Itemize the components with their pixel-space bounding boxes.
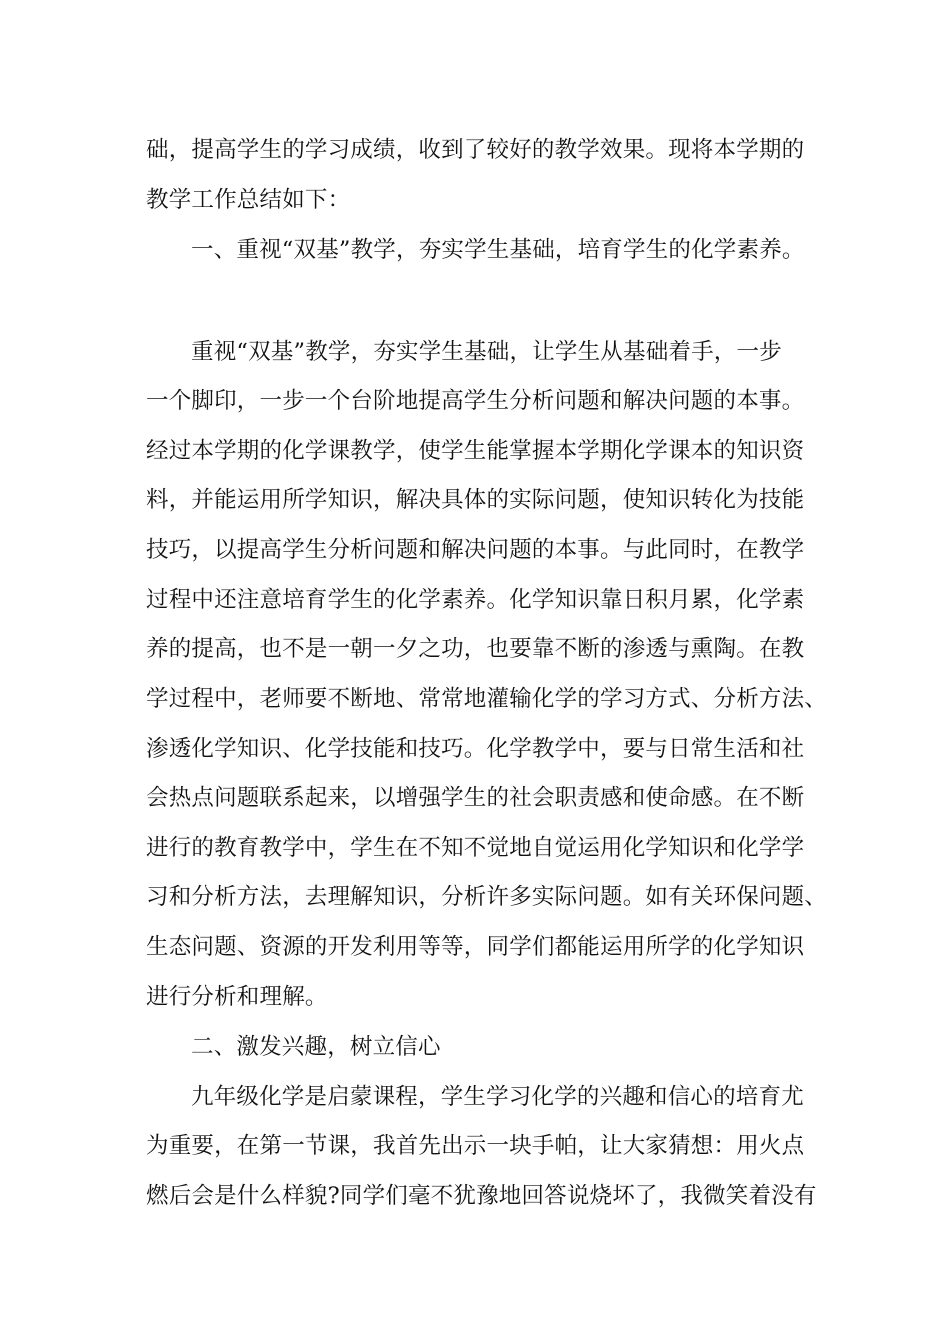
text-line: 技巧，以提高学生分析问题和解决问题的本事。与此同时，在教学 xyxy=(146,537,805,563)
section-heading: 二、激发兴趣，树立信心 xyxy=(191,1034,441,1060)
text-line: 燃后会是什么样貌?同学们毫不犹豫地回答说烧坏了，我微笑着没有 xyxy=(146,1183,817,1209)
text-line: 生态问题、资源的开发利用等等，同学们都能运用所学的化学知识 xyxy=(146,934,805,960)
section-heading: 一、重视“双基”教学，夯实学生基础，培育学生的化学素养。 xyxy=(191,237,805,263)
text-line: 进行的教育教学中，学生在不知不觉地自觉运用化学知识和化学学 xyxy=(146,835,805,861)
text-line: 渗透化学知识、化学技能和技巧。化学教学中，要与日常生活和社 xyxy=(146,736,805,762)
text-line: 学过程中，老师要不断地、常常地灌输化学的学习方式、分析方法、 xyxy=(146,686,828,712)
text-line: 进行分析和理解。 xyxy=(146,984,328,1010)
text-line: 为重要，在第一节课，我首先出示一块手帕，让大家猜想：用火点 xyxy=(146,1133,805,1159)
text-line: 过程中还注意培育学生的化学素养。化学知识靠日积月累，化学素 xyxy=(146,587,805,613)
text-line: 习和分析方法，去理解知识，分析许多实际问题。如有关环保问题、 xyxy=(146,884,828,910)
text-line: 会热点问题联系起来，以增强学生的社会职责感和使命感。在不断 xyxy=(146,785,805,811)
text-line: 础，提高学生的学习成绩，收到了较好的教学效果。现将本学期的 xyxy=(146,137,805,163)
text-line: 料，并能运用所学知识，解决具体的实际问题，使知识转化为技能 xyxy=(146,487,805,513)
text-line: 教学工作总结如下： xyxy=(146,187,351,213)
text-line: 经过本学期的化学课教学，使学生能掌握本学期化学课本的知识资 xyxy=(146,438,805,464)
text-line: 九年级化学是启蒙课程，学生学习化学的兴趣和信心的培育尤 xyxy=(191,1084,804,1110)
text-line: 养的提高，也不是一朝一夕之功，也要靠不断的渗透与熏陶。在教 xyxy=(146,636,805,662)
text-line: 重视“双基”教学，夯实学生基础，让学生从基础着手，一步 xyxy=(191,339,782,365)
text-line: 一个脚印，一步一个台阶地提高学生分析问题和解决问题的本事。 xyxy=(146,388,805,414)
